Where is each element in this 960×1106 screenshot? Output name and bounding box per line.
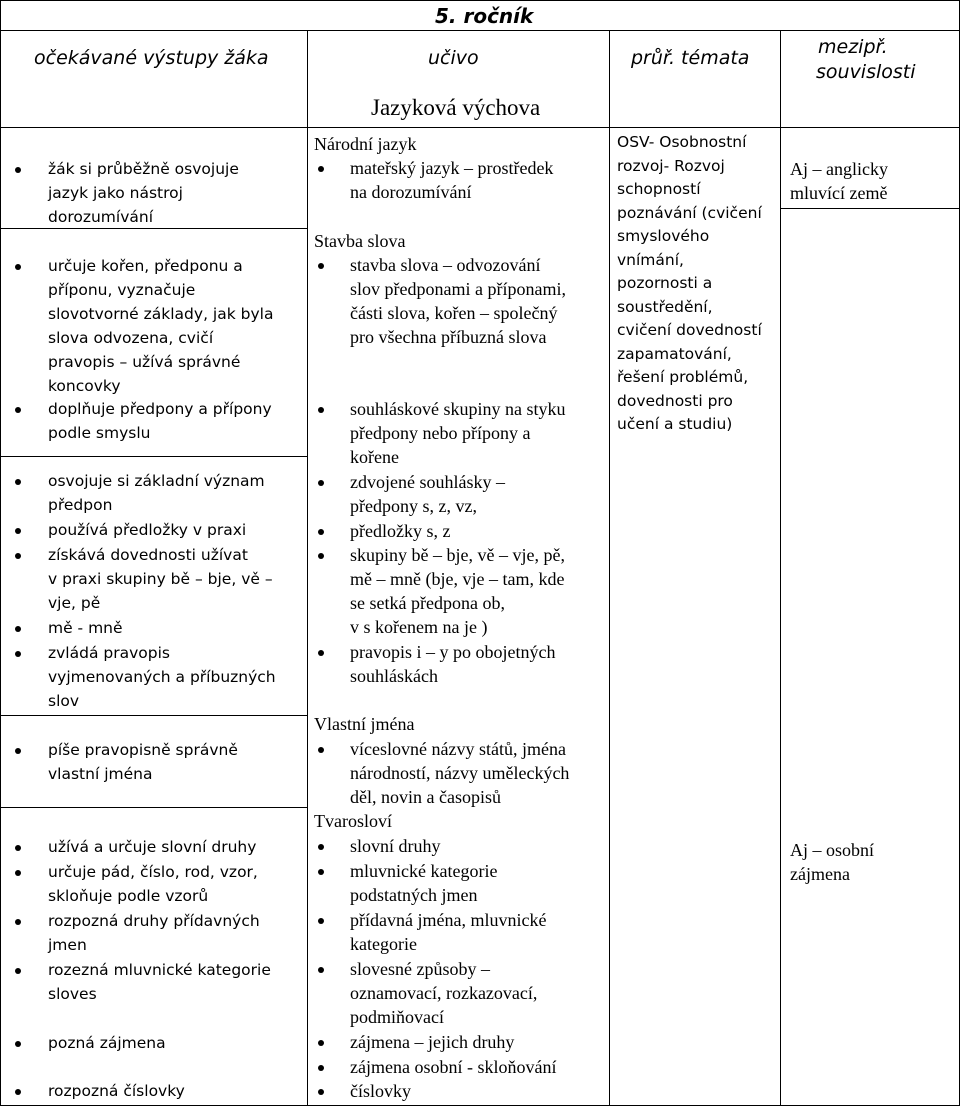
curriculum-item [350,640,555,688]
section-title-word-structure: Stavba slova [314,231,406,251]
bullet-icon [15,479,21,485]
curriculum-item-line: se setká předpona ob, [350,593,505,613]
output-item-line: jmen [48,936,87,954]
output-item-line: pozná zájmena [48,1034,166,1052]
curriculum-item-line: slovesné způsoby – [350,959,490,979]
output-item-line: sloves [48,985,97,1003]
bullet-icon [15,748,21,754]
output-item-line: rozpozná číslovky [48,1082,185,1100]
col-border-3 [780,31,781,1106]
output-item [48,469,265,517]
curriculum-item-line: pravopis i – y po obojetných [350,642,556,662]
cross-sep [780,208,960,209]
output-item-line: koncovky [48,377,121,395]
output-item-line: předpon [48,496,113,514]
curriculum-item-line: souhláskách [350,666,438,686]
output-item [48,1031,166,1055]
bullet-icon [318,1040,324,1046]
curriculum-item [350,543,565,639]
themes-line: poznávání (cvičení [617,203,762,222]
output-item [48,738,238,786]
curriculum-item-line: mě – mně (bje, vje – tam, kde [350,569,565,589]
bullet-icon [15,264,21,270]
themes-line: učení a studiu) [617,415,733,433]
themes-line: řešení problémů, [617,368,749,386]
output-item-line: žák si průběžně osvojuje [48,160,239,178]
bullet-icon [15,870,21,876]
grade-title: 5. ročník [435,4,534,28]
curriculum-item-line: oznamovací, rozkazovací, [350,983,538,1003]
output-item-line: rozpozná druhy přídavných [48,912,260,930]
curriculum-item [350,156,553,204]
row-sep-3 [0,715,308,716]
curriculum-item-line: slov předponami a příponami, [350,279,566,299]
bullet-icon [15,407,21,413]
curriculum-item-line: kořene [350,447,399,467]
output-item-line: osvojuje si základní význam [48,472,265,490]
themes-line: OSV- Osobnostní [617,133,747,151]
output-item-line: slova odvozena, cvičí [48,329,214,347]
bullet-icon [318,263,324,269]
output-item [48,958,271,1006]
curriculum-item [350,908,546,956]
curriculum-item-line: předpony nebo přípony a [350,423,531,443]
output-item [48,835,256,859]
bullet-icon [15,651,21,657]
cross-line: Aj – osobní [790,840,875,860]
curriculum-item-line: podmiňovací [350,1007,444,1027]
bullet-icon [318,1089,324,1095]
bullet-icon [15,845,21,851]
curriculum-item-line: předložky s, z [350,521,451,541]
curriculum-item-line: na dorozumívání [350,182,472,202]
output-item-line: zvládá pravopis [48,644,170,662]
output-item-line: užívá a určuje slovní druhy [48,838,257,856]
output-item [48,1079,185,1103]
section-title-national-language: Národní jazyk [314,134,417,154]
row-sep-2 [0,456,308,457]
subject-title: Jazyková výchova [371,95,541,120]
cross-line: mluvící země [790,183,888,203]
output-item-line: příponu, vyznačuje [48,281,196,299]
output-item-line: získává dovednosti užívat [48,546,248,564]
grade-separator [0,30,960,31]
header-cross-2: souvislosti [816,61,916,83]
curriculum-item [350,1079,411,1103]
curriculum-item-line: souhláskové skupiny na styku [350,399,566,419]
themes-line: cvičení dovedností [617,321,762,339]
bullet-icon [15,528,21,534]
output-item-line: vlastní jména [48,765,153,783]
themes-line: soustředění, [617,297,713,316]
bullet-icon [318,407,324,413]
bullet-icon [318,844,324,850]
output-item-line: doplňuje předpony a přípony [48,400,272,418]
curriculum-item-line: mluvnické kategorie [350,861,498,881]
row-sep-4 [0,807,308,808]
bullet-icon [15,1041,21,1047]
header-cross-1: mezipř. [818,36,888,58]
curriculum-item [350,470,505,518]
bullet-icon [15,919,21,925]
cross-line: zájmena [790,864,850,884]
output-item-line: pravopis – užívá správné [48,353,241,371]
curriculum-item [350,834,441,858]
output-item [48,860,258,908]
output-item [48,157,239,229]
curriculum-item-line: přídavná jména, mluvnické [350,910,547,930]
curriculum-item-line: kategorie [350,934,417,954]
themes-line: smyslového [617,227,710,245]
bullet-icon [318,166,324,172]
themes-line: vnímání, [617,250,684,269]
curriculum-item-line: víceslovné názvy států, jména [350,739,566,759]
bullet-icon [318,553,324,559]
curriculum-item-line: zájmena osobní - skloňování [350,1057,557,1077]
curriculum-item [350,737,569,809]
table-border-top [0,0,960,1]
bullet-icon [318,918,324,924]
section-title-proper-names: Vlastní jména [314,714,415,734]
curriculum-item [350,1030,514,1054]
output-item-line: slovotvorné základy, jak byla [48,305,274,323]
curriculum-item-line: zdvojené souhlásky – [350,472,505,492]
themes-line: pozornosti a [617,274,713,292]
output-item [48,909,260,957]
output-item-line: v praxi skupiny bě – bje, vě – [48,570,273,588]
cross-line: Aj – anglicky [790,159,888,179]
bullet-icon [15,553,21,559]
bullet-icon [318,869,324,875]
curriculum-item-line: stavba slova – odvozování [350,255,541,275]
themes-line: dovednosti pro [617,391,733,410]
curriculum-item-line: zájmena – jejich druhy [350,1032,515,1052]
bullet-icon [15,167,21,173]
curriculum-item-line: číslovky [350,1081,411,1101]
curriculum-item-line: předpony s, z, vz, [350,496,477,516]
output-item-line: rozezná mluvnické kategorie [48,961,271,979]
output-item-line: píše pravopisně správně [48,741,238,759]
output-item-line: mě - mně [48,619,123,637]
bullet-icon [318,747,324,753]
curriculum-item-line: v s kořenem na je ) [350,617,488,637]
output-item [48,641,276,713]
output-item-line: vyjmenovaných a příbuzných [48,668,276,686]
output-item-line: podle smyslu [48,424,151,442]
output-item-line: určuje pád, číslo, rod, vzor, [48,863,258,881]
themes-line: rozvoj- Rozvoj [617,156,725,175]
output-item [48,254,273,398]
bullet-icon [318,650,324,656]
curriculum-item [350,859,497,907]
output-item-line: skloňuje podle vzorů [48,887,209,905]
output-item [48,543,273,615]
output-item-line: určuje kořen, předponu a [48,257,243,275]
cross-relations-1 [790,157,888,205]
output-item [48,518,246,542]
bullet-icon [15,968,21,974]
curriculum-item-line: mateřský jazyk – prostředek [350,158,554,178]
output-item-line: vje, pě [48,594,101,612]
bullet-icon [318,967,324,973]
col-border-2 [609,31,610,1106]
bullet-icon [15,626,21,632]
header-themes: průř. témata [631,47,750,69]
bullet-icon [15,1089,21,1095]
curriculum-item-line: skupiny bě – bje, vě – vje, pě, [350,545,565,565]
output-item [48,397,272,445]
curriculum-item [350,519,450,543]
themes-line: schopností [617,180,701,198]
curriculum-item [350,253,566,349]
header-separator [0,127,960,128]
curriculum-item [350,1055,556,1079]
bullet-icon [318,480,324,486]
themes-text [617,131,762,437]
output-item-line: dorozumívání [48,208,154,226]
output-item-line: používá předložky v praxi [48,521,247,539]
bullet-icon [318,1065,324,1071]
curriculum-item-line: pro všechna příbuzná slova [350,327,547,347]
section-title-morphology: Tvarosloví [314,811,392,831]
output-item-line: slov [48,692,80,710]
header-curriculum: učivo [428,47,479,69]
curriculum-item-line: podstatných jmen [350,885,478,905]
col-border-left [0,0,1,1106]
curriculum-item-line: části slova, kořen – společný [350,303,558,323]
curriculum-item [350,957,537,1029]
curriculum-item-line: děl, novin a časopisů [350,787,501,807]
output-item [48,616,123,640]
cross-relations-2 [790,838,874,886]
col-border-1 [307,31,308,1106]
header-outputs: očekávané výstupy žáka [34,47,269,69]
themes-line: zapamatování, [617,344,732,363]
bullet-icon [318,529,324,535]
curriculum-item [350,397,566,469]
output-item-line: jazyk jako nástroj [48,184,183,202]
curriculum-item-line: národností, názvy uměleckých [350,763,570,783]
curriculum-item-line: slovní druhy [350,836,441,856]
